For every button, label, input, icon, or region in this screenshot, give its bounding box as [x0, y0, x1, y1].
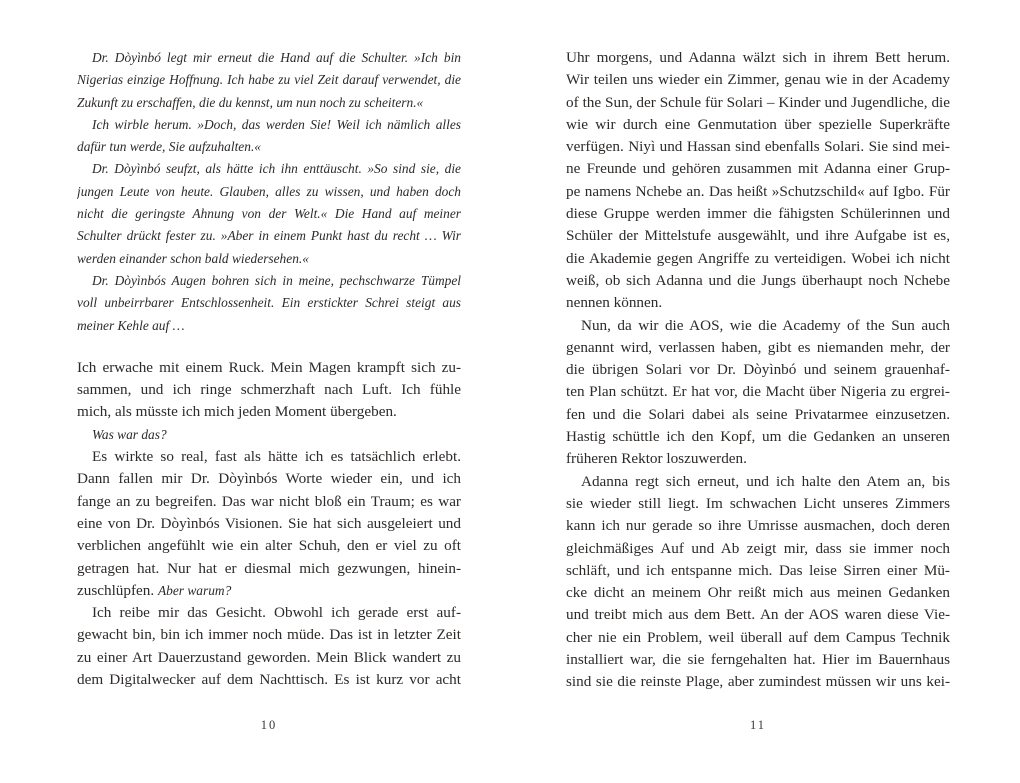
text-line: weiß, ob sich Adanna und die Jungs überhaupt noch Nchebe: [566, 271, 950, 289]
text-line: Es wirkte so real, fast als hätte ich es tatsächlich erlebt.: [92, 448, 461, 466]
text-line: gewacht bin, bin ich immer noch müde. Das ist in letzter Zeit: [77, 626, 461, 644]
text-line: installiert war, die sie ferngehalten hat. Hier im Bauernhaus: [566, 651, 950, 669]
text-line: diese Gruppe werden immer die fähigsten Schülerinnen und: [566, 205, 950, 223]
text-line: Was war das?: [92, 426, 167, 442]
text-line: Adanna regt sich erneut, und ich halte den Atem an, bis: [581, 472, 950, 490]
text-line: genannt wird, verlassen haben, gibt es niemanden mehr, der: [566, 338, 950, 356]
text-line: Dr. Dòyìnbós Augen bohren sich in meine, pechschwarze Tümpel: [92, 272, 461, 288]
text-line: Ich erwache mit einem Ruck. Mein Magen krampft sich zu-: [77, 358, 461, 376]
text-line: nennen können.: [566, 294, 663, 312]
text-line: Nun, da wir die AOS, wie die Academy of the Sun auch: [581, 316, 950, 334]
text-line: verfügen. Niyì und Hassan sind ebenfalls Solari. Sie sind mei-: [566, 138, 950, 156]
text-line: Ich reibe mir das Gesicht. Obwohl ich gerade erst auf-: [92, 604, 461, 622]
text-line: die übrigen Solari vor Dr. Dòyìnbó und seinem grauenhaf-: [566, 361, 950, 379]
text-line: eine von Dr. Dòyìnbós Visionen. Sie hat sich ausgeleiert und: [77, 514, 461, 532]
text-line: Dr. Dòyìnbó legt mir erneut die Hand auf die Schulter. »Ich bin: [92, 50, 461, 65]
text-line: mich, als müsste ich mich jeden Moment übergeben.: [77, 403, 397, 421]
text-line: Wir teilen uns wieder ein Zimmer, genau wie in der Academy: [566, 71, 950, 89]
right-page-number: 11: [749, 718, 767, 732]
text-line: wie wir durch eine Genmutation über spezielle Superkräfte: [566, 115, 950, 133]
text-line: Ich wirble herum. »Doch, das werden Sie! Weil ich nämlich alles: [92, 116, 461, 132]
text-line: nicht die geringste Ahnung von der Welt.« Die Hand auf meiner: [77, 206, 461, 222]
text-line: und treibt mich aus dem Bett. An der AOS waren diese Vie-: [566, 606, 950, 624]
text-line: früheren Rektor loszuwerden.: [566, 450, 747, 468]
right-page-text-column: [566, 47, 950, 694]
text-line: Hastig schüttle ich den Kopf, um die Gedanken an unseren: [566, 428, 950, 446]
text-line: ten Plan schützt. Er hat vor, die Macht über Nigeria zu ergrei-: [566, 383, 950, 401]
italic-tail-text: Aber warum?: [157, 582, 232, 598]
text-line: cke dicht an meinem Ohr reißt mich aus meinen Gedanken: [566, 584, 950, 602]
text-line: Uhr morgens, und Adanna wälzt sich in ihrem Bett herum.: [566, 49, 950, 66]
text-line: ne Freunde und gehören zusammen mit Adanna einer Grup-: [566, 160, 950, 178]
text-line: zuschlüpfen. Aber warum?: [77, 581, 232, 599]
text-line: getragen hat. Nur hat er diesmal mich gezwungen, hinein-: [77, 559, 461, 577]
text-line: werden einander schon bald wiedersehen.«: [77, 250, 309, 266]
text-line: sind sie die reinste Plage, aber zumindest müssen wir uns kei-: [566, 673, 950, 691]
text-line: sammen, und ich ringe schmerzhaft nach Luft. Ich fühle: [77, 381, 461, 399]
text-line: fen und die Solari dabei als seine Privatarmee einzusetzen.: [566, 405, 950, 423]
text-line: meiner Kehle auf …: [77, 317, 185, 333]
left-page-number: 10: [260, 718, 278, 732]
text-line: Schulter drückt fester zu. »Aber in einem Punkt hast du recht … Wir: [77, 228, 461, 244]
text-line: Schüler der Mittelstufe ausgewählt, und ihre Aufgabe ist es,: [566, 227, 950, 245]
text-line: zu einer Art Dauerzustand geworden. Mein Blick wandert zu: [77, 648, 461, 666]
text-line: verblichen angefühlt wie ein alter Schuh, den er viel zu oft: [77, 537, 461, 555]
text-line: Nigerias einzige Hoffnung. Ich habe zu viel Zeit darauf verwendet, die: [77, 72, 461, 88]
text-line: gleichmäßiges Auf und Ab zeigt mir, dass sie immer noch: [566, 539, 950, 557]
left-page-text-column: [77, 47, 461, 691]
text-line: of the Sun, der Schule für Solari – Kinder und Jugendliche, die: [566, 93, 950, 111]
text-line: dafür tun werde, Sie aufzuhalten.«: [77, 139, 261, 155]
text-line: Dann fallen mir Dr. Dòyìnbós Worte wieder ein, und ich: [77, 470, 461, 488]
text-line: pe namens Nchebe an. Das heißt »Schutzschild« auf Igbo. Für: [566, 182, 950, 200]
text-line: jungen Leute von heute. Glauben, alles zu wissen, und haben doch: [77, 183, 461, 199]
text-line: fange an zu begreifen. Das war nicht bloß ein Traum; es war: [77, 492, 461, 510]
text-line: kann ich nur gerade so ihre Umrisse ausmachen, doch deren: [566, 517, 950, 535]
text-line: voll unbeirrbarer Entschlossenheit. Ein erstickter Schrei steigt aus: [77, 295, 461, 311]
text-line: Dr. Dòyìnbó seufzt, als hätte ich ihn enttäuscht. »So sind sie, die: [92, 161, 461, 177]
text-line: die Akademie gegen Angriffe zu verteidigen. Wobei ich nicht: [566, 249, 950, 267]
text-line: cher nie ein Problem, weil überall auf dem Campus Technik: [566, 628, 950, 646]
text-line: sie wieder still liegt. Im schwachen Licht unseres Zimmers: [566, 494, 950, 512]
text-line: Zukunft zu erschaffen, die du kennst, um nun noch zu scheitern.«: [77, 94, 424, 110]
text-line: schläft, und ich entspanne mich. Das leise Sirren einer Mü-: [566, 561, 950, 579]
text-line: dem Digitalwecker auf dem Nachttisch. Es ist kurz vor acht: [77, 671, 461, 689]
